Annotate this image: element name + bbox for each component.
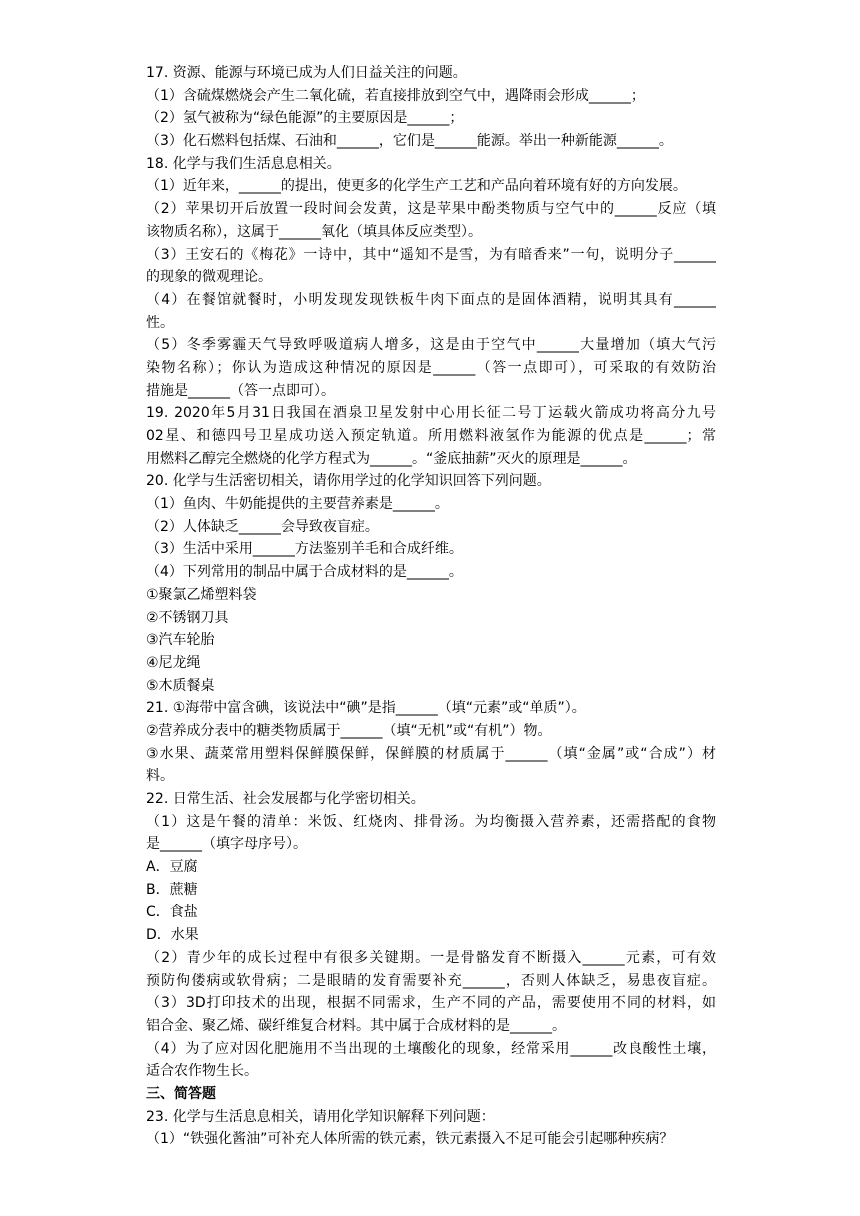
q22-part3-line2: 铝合金、聚乙烯、碳纤维复合材料。其中属于合成材料的是______。 <box>146 1017 566 1034</box>
q22-choice: C．食盐 <box>146 904 198 921</box>
q21-part2: ②营养成分表中的糖类物质属于______（填“无机”或“有机”）物。 <box>146 722 552 739</box>
q22-part2-line2: 预防佝偻病或软骨病；二是眼睛的发育需要补充______，否则人体缺乏，易患夜盲症。 <box>146 972 716 989</box>
q19-line3: 用燃料乙醇完全燃烧的化学方程式为______。“釜底抽薪”灭火的原理是______。 <box>146 450 637 467</box>
q23-stem: 23. 化学与生活息息相关，请用化学知识解释下列问题： <box>146 1108 495 1125</box>
q22-part1-line1: （1）这是午餐的清单：米饭、红烧肉、排骨汤。为均衡摄入营养素，还需搭配的食物 <box>146 813 716 830</box>
q20-part2: （2）人体缺乏______会导致夜盲症。 <box>146 518 379 535</box>
q17-part1: （1）含硫煤燃烧会产生二氧化硫，若直接排放到空气中，遇降雨会形成______； <box>146 87 645 104</box>
q22-part2-line1: （2）青少年的成长过程中有很多关键期。一是骨骼发育不断摄入______元素，可有效 <box>146 949 716 966</box>
q21-part1: 21. ①海带中富含碘，该说法中“碘”是指______（填“元素”或“单质”）。 <box>146 700 586 717</box>
q21-part3-line2: 料。 <box>146 768 174 785</box>
q20-part3: （3）生活中采用______方法鉴别羊毛和合成纤维。 <box>146 541 463 558</box>
q18-part3-line2: 的现象的微观理论。 <box>146 269 272 286</box>
q18-part2-line2: 该物质名称），这属于______氧化（填具体反应类型）。 <box>146 223 482 240</box>
section-heading: 三、简答题 <box>146 1085 216 1102</box>
q17-part3: （3）化石燃料包括煤、石油和______，它们是______能源。举出一种新能源______。 <box>146 133 673 150</box>
q19-line1: 19. 2020年5月31日我国在酒泉卫星发射中心用长征二号丁运载火箭成功将高分九号 <box>146 405 716 422</box>
q20-option: ①聚氯乙烯塑料袋 <box>146 586 257 603</box>
q17-stem: 17. 资源、能源与环境已成为人们日益关注的问题。 <box>146 65 467 81</box>
q20-stem: 20. 化学与生活密切相关，请你用学过的化学知识回答下列问题。 <box>146 473 551 490</box>
q22-part1-line2: 是______（填字母序号）。 <box>146 836 307 853</box>
q18-part5-line3: 措施是______（答一点即可）。 <box>146 382 335 399</box>
q18-part5-line1: （5）冬季雾霾天气导致呼吸道病人增多，这是由于空气中______大量增加（填大气污 <box>146 337 716 354</box>
q18-stem: 18. 化学与我们生活息息相关。 <box>146 155 341 172</box>
q22-part4-line2: 适合农作物生长。 <box>146 1063 258 1080</box>
q20-part1: （1）鱼肉、牛奶能提供的主要营养素是______。 <box>146 496 449 513</box>
q18-part5-line2: 染物名称）；你认为造成这种情况的原因是______（答一点即可），可采取的有效防治 <box>146 359 716 376</box>
q18-part3-line1: （3）王安石的《梅花》一诗中，其中“遥知不是雪，为有暗香来”一句，说明分子______ <box>146 246 716 263</box>
q22-stem: 22. 日常生活、社会发展都与化学密切相关。 <box>146 791 425 807</box>
q20-part4: （4）下列常用的制品中属于合成材料的是______。 <box>146 564 463 581</box>
q18-part4-line2: 性。 <box>146 314 174 331</box>
q20-option: ③汽车轮胎 <box>146 632 215 649</box>
q21-part3-line1: ③水果、蔬菜常用塑料保鲜膜保鲜，保鲜膜的材质属于______（填“金属”或“合成”）材 <box>146 745 716 762</box>
q22-choice: B．蔗糖 <box>146 881 198 898</box>
q23-part1: （1）“铁强化酱油”可补充人体所需的铁元素，铁元素摄入不足可能会引起哪种疾病？ <box>146 1131 674 1148</box>
q22-choice: D．水果 <box>146 927 199 944</box>
q20-option: ②不锈钢刀具 <box>146 609 229 626</box>
q22-part4-line1: （4）为了应对因化肥施用不当出现的土壤酸化的现象，经常采用______改良酸性土壤， <box>146 1040 716 1057</box>
q18-part1: （1）近年来，______的提出，使更多的化学生产工艺和产品向着环境有好的方向发展。 <box>146 178 687 195</box>
q18-part2-line1: （2）苹果切开后放置一段时间会发黄，这是苹果中酚类物质与空气中的______反应（填 <box>146 201 716 218</box>
q22-part3-line1: （3）3D打印技术的出现，根据不同需求，生产不同的产品，需要使用不同的材料，如 <box>146 995 716 1012</box>
q20-option: ⑤木质餐桌 <box>146 677 215 694</box>
q19-line2: 02星、和德四号卫星成功送入预定轨道。所用燃料液氢作为能源的优点是______；常 <box>146 428 716 444</box>
q20-option: ④尼龙绳 <box>146 654 201 671</box>
q18-part4-line1: （4）在餐馆就餐时，小明发现发现铁板牛肉下面点的是固体酒精，说明其具有______ <box>146 291 716 308</box>
q17-part2: （2）氢气被称为“绿色能源”的主要原因是______； <box>146 110 464 127</box>
q22-choice: A．豆腐 <box>146 859 198 876</box>
